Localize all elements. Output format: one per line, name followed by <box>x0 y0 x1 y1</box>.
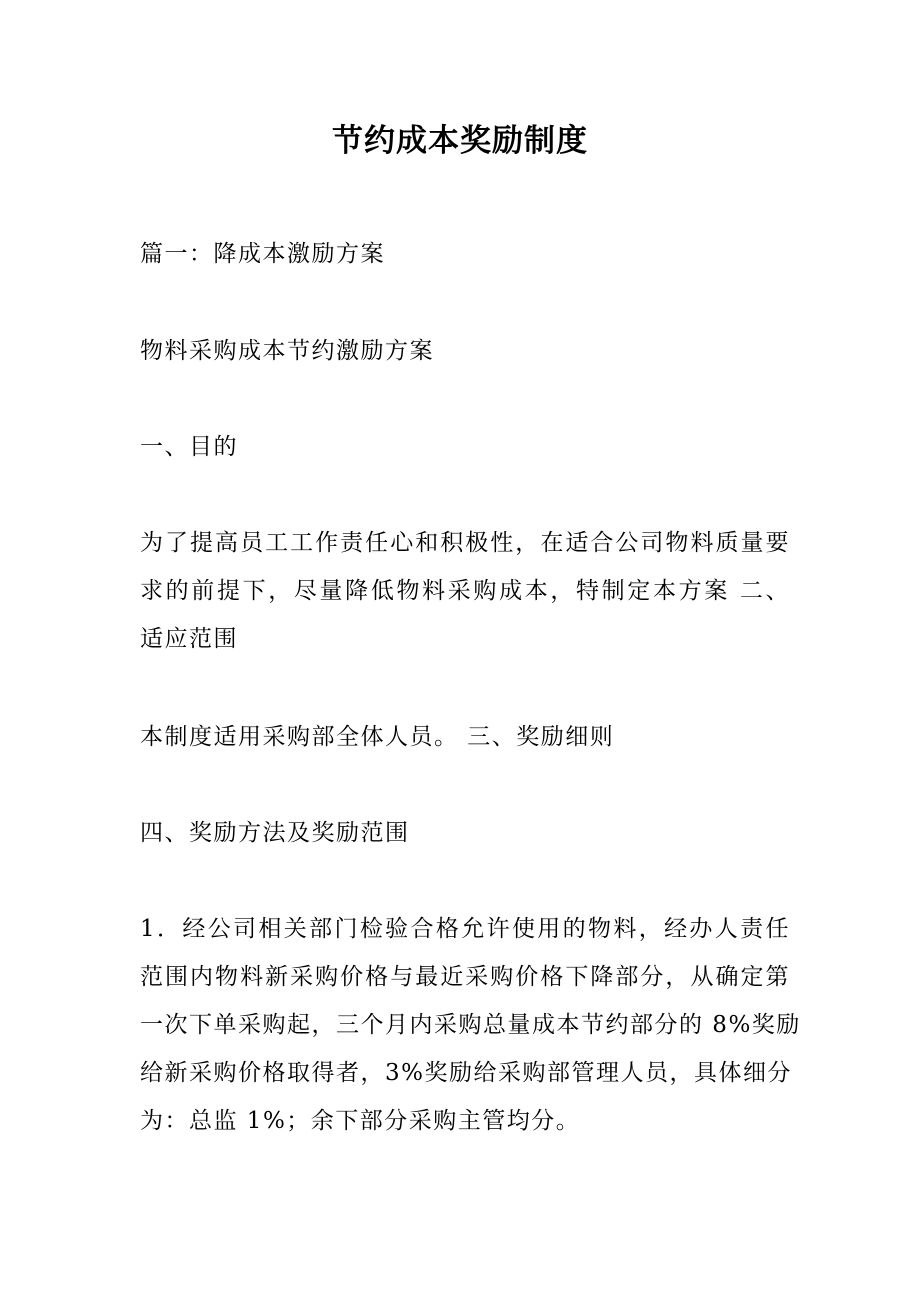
scope-paragraph <box>140 713 790 761</box>
section-heading-purpose <box>140 423 790 471</box>
text-line: 四、奖励方法及奖励范围 <box>140 820 410 846</box>
text-line: 适应范围 <box>140 626 238 652</box>
document-title: 节约成本奖励制度 <box>332 123 588 159</box>
purpose-paragraph <box>140 519 790 663</box>
text-line: 为：总监 1%；余下部分采购主管均分。 <box>140 1108 581 1134</box>
text-line: 范围内物料新采购价格与最近采购价格下降部分，从确定第 <box>140 964 790 990</box>
text-line: 一、目的 <box>140 434 238 460</box>
reward-rule-paragraph <box>140 905 801 1145</box>
text-line: 物料采购成本节约激励方案 <box>140 338 434 364</box>
text-line: 一次下单采购起，三个月内采购总量成本节约部分的 8%奖励 <box>140 1012 801 1038</box>
text-line: 1．经公司相关部门检验合格允许使用的物料，经办人责任 <box>140 916 790 942</box>
text-line: 本制度适用采购部全体人员。 三、奖励细则 <box>140 724 615 750</box>
text-line: 篇一：降成本激励方案 <box>140 241 385 267</box>
text-line: 求的前提下，尽量降低物料采购成本，特制定本方案 二、 <box>140 578 790 604</box>
plan-subtitle <box>140 327 790 375</box>
section-heading-part-one <box>140 230 790 278</box>
text-line: 给新采购价格取得者，3%奖励给采购部管理人员，具体细分 <box>140 1060 792 1086</box>
text-line: 为了提高员工工作责任心和积极性，在适合公司物料质量要 <box>140 530 790 556</box>
section-heading-reward-methods <box>140 809 790 857</box>
